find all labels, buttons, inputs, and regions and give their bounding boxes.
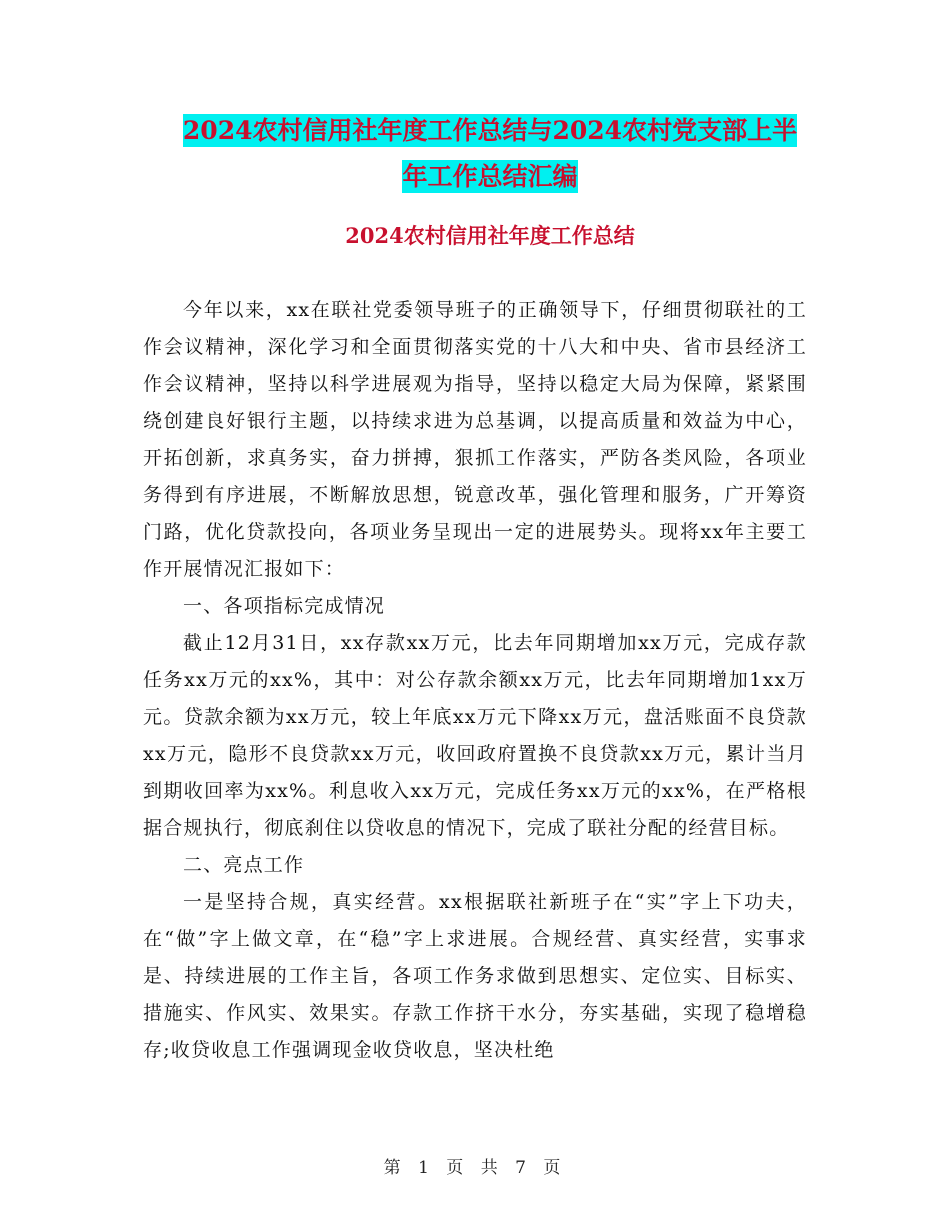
paragraph-indicators: 截止12月31日，xx存款xx万元，比去年同期增加xx万元，完成存款任务xx万元的xx%，其中：对公存款余额xx万元，比去年同期增加1xx万元。贷款余额为xx万元，较上年底xx万元下降xx万元，盘活账面不良贷款xx万元，隐形不良贷款xx万元，收回政府置换不良贷款xx万元，累计当月到期收回率为xx%。利息收入xx万元，完成任务xx万元的xx%，在严格根据合规执行，彻底刹住以贷收息的情况下，完成了联社分配的经营目标。 [143,632,807,839]
heading-indicators: 一、各项指标完成情况 [183,595,386,617]
page-footer: 第 1 页 共 7 页 [383,1158,567,1178]
paragraph-intro: 今年以来，xx在联社党委领导班子的正确领导下，仔细贯彻联社的工作会议精神，深化学习和全面贯彻落实党的十八大和中央、省市县经济工作会议精神，坚持以科学进展观为指导，坚持以稳定大局为保障，紧紧围绕创建良好银行主题，以持续求进为总基调，以提高质量和效益为中心，开拓创新，求真务实，奋力拼搏，狠抓工作落实，严防各类风险，各项业务得到有序进展，不断解放思想，锐意改革，强化管理和服务，广开筹资门路，优化贷款投向，各项业务呈现出一定的进展势头。现将xx年主要工作开展情况汇报如下： [143,299,807,580]
title-line-1: 2024农村信用社年度工作总结与2024农村党支部上半 [182,116,798,145]
section-title: 2024农村信用社年度工作总结 [345,223,635,248]
document-title [140,108,840,200]
heading-highlights: 二、亮点工作 [183,854,305,876]
document-body [143,292,807,1069]
paragraph-highlights: 一是坚持合规，真实经营。xx根据联社新班子在“实”字上下功夫，在“做”字上做文章，在“稳”字上求进展。合规经营、真实经营，实事求是、持续进展的工作主旨，各项工作务求做到思想实、定位实、目标实、措施实、作风实、效果实。存款工作挤干水分，夯实基础，实现了稳增稳存;收贷收息工作强调现金收贷收息，坚决杜绝 [143,891,807,1061]
title-line-2: 年工作总结汇编 [402,162,578,191]
